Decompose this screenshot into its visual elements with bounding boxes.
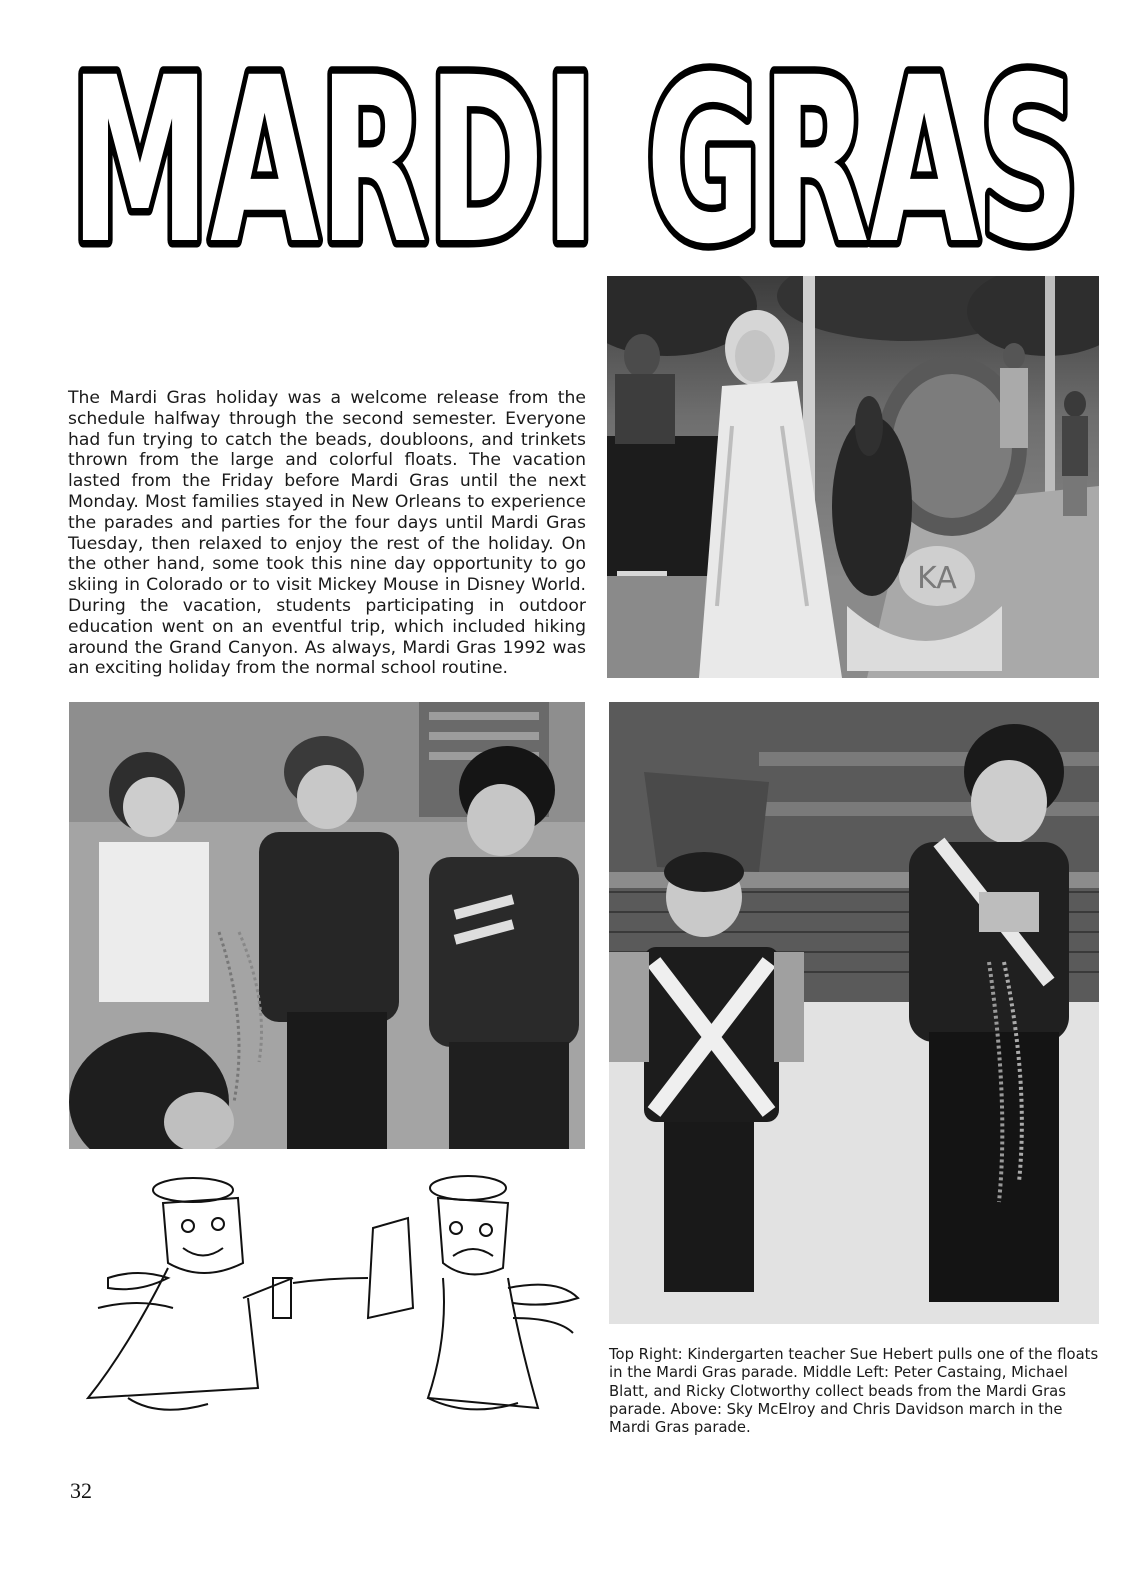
- comedy-mask-angel-drawing: [88, 1178, 293, 1410]
- page-title-text: MARDI GRAS: [70, 40, 1080, 265]
- page-title: [60, 40, 1090, 265]
- mask-angels-drawing: [68, 1168, 588, 1426]
- tragedy-mask-angel-drawing: [368, 1176, 578, 1409]
- article-body: The Mardi Gras holiday was a welcome release from the schedule halfway through the second semester. Everyone had fun trying to catch the beads, doubloons, and trinkets thrown from the large and colorful floats. The vacation lasted from the Friday before Mardi Gras until the next Monday. Most families stayed in New Orleans to experience the parades and parties for the four days until Mardi Gras Tuesday, then relaxed to enjoy the rest of the holiday. On the other hand, some took this nine day opportunity to go skiing in Colorado or to visit Mickey Mouse in Disney World. During the vacation, students participating in outdoor education went on an eventful trip, which included hiking around the Grand Canyon. As always, Mardi Gras 1992 was an exciting holiday from the normal school routine.: [68, 388, 586, 679]
- page-number: 32: [70, 1478, 92, 1503]
- photo-caption: Top Right: Kindergarten teacher Sue Hebert pulls one of the floats in the Mardi Gras parade. Middle Left: Peter Castaing, Michael Blatt, and Ricky Clotworthy collect beads from the Mardi Gras parade. Above: Sky McElroy and Chris Davidson march in the Mardi Gras parade.: [609, 1346, 1099, 1437]
- photo-kids-beads: [69, 702, 585, 1149]
- photo-teacher-float: [607, 276, 1099, 678]
- float-sign-text: KA: [917, 561, 957, 596]
- photo-soldiers-march: [609, 702, 1099, 1324]
